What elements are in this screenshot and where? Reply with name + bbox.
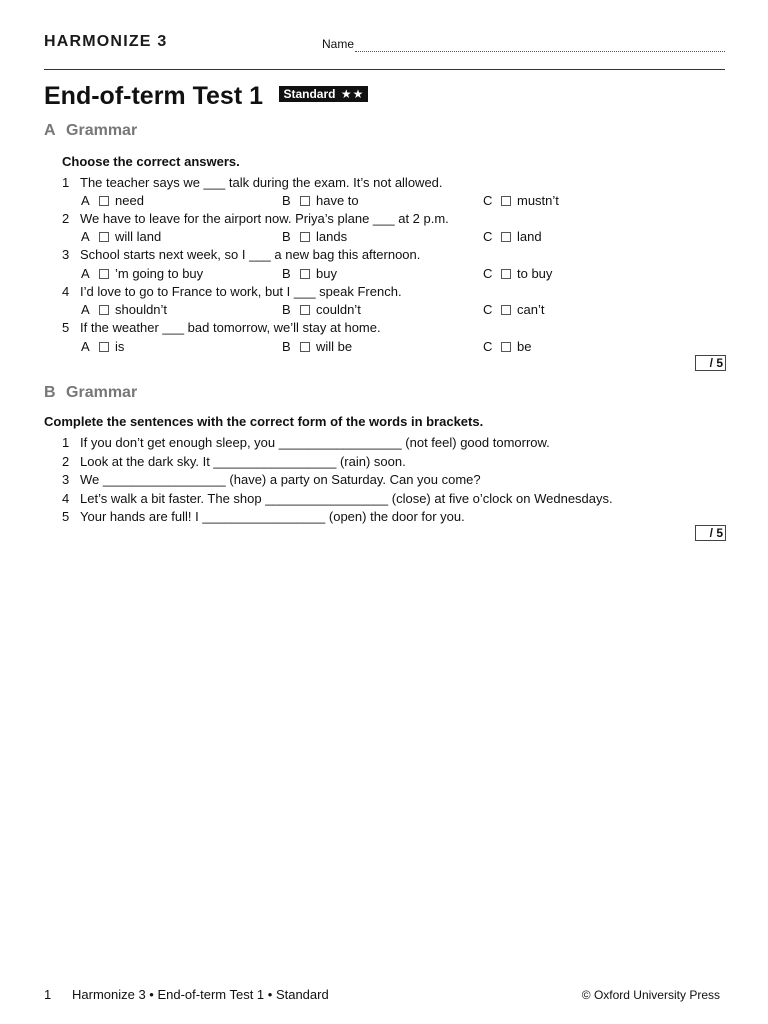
option-letter: A [81, 229, 90, 244]
option-a[interactable] [81, 266, 203, 281]
option-text: ’m going to buy [115, 266, 204, 281]
option-letter: C [483, 229, 493, 244]
option-letter: A [81, 193, 90, 208]
page-title: End-of-term Test 1 [44, 82, 263, 110]
option-c[interactable] [483, 302, 544, 317]
harmonize-logo: HARMONIZE 3 [44, 33, 168, 50]
option-letter: A [81, 266, 90, 281]
option-b[interactable] [282, 193, 359, 208]
option-text: shouldn’t [115, 302, 168, 317]
gap-fill-sentence[interactable]: Look at the dark sky. It _________________ (rain) soon. [80, 454, 406, 469]
option-c[interactable] [483, 339, 531, 354]
section-a-score-box[interactable]: / 5 [695, 355, 726, 371]
name-dotted-line [355, 51, 725, 52]
checkbox-icon[interactable] [300, 342, 310, 352]
question-number: 3 [62, 247, 70, 262]
option-letter: C [483, 193, 493, 208]
option-text: lands [316, 229, 348, 244]
option-letter: B [282, 266, 291, 281]
option-text: to buy [517, 266, 553, 281]
name-label: Name [322, 37, 355, 51]
level-badge [279, 86, 368, 102]
checkbox-icon[interactable] [501, 305, 511, 315]
option-letter: C [483, 339, 493, 354]
gap-fill-sentence[interactable]: Let’s walk a bit faster. The shop _________________ (close) at five o’clock on Wednesdays. [80, 491, 613, 506]
question-number: 5 [62, 320, 70, 335]
checkbox-icon[interactable] [300, 196, 310, 206]
option-c[interactable] [483, 193, 559, 208]
gap-fill-sentence[interactable]: Your hands are full! I _________________ (open) the door for you. [80, 509, 465, 524]
option-b[interactable] [282, 302, 361, 317]
page-header [44, 33, 725, 70]
option-letter: A [81, 339, 90, 354]
question-number: 1 [62, 435, 70, 450]
question-number: 2 [62, 454, 70, 469]
gap-fill-sentence[interactable]: We _________________ (have) a party on Saturday. Can you come? [80, 472, 481, 487]
copyright: © Oxford University Press [581, 988, 720, 1002]
question-number: 4 [62, 491, 70, 506]
checkbox-icon[interactable] [300, 269, 310, 279]
checkbox-icon[interactable] [99, 342, 109, 352]
option-text: mustn’t [517, 193, 559, 208]
name-field[interactable] [322, 37, 725, 53]
question-text: If the weather ___ bad tomorrow, we’ll stay at home. [80, 320, 381, 335]
question-number: 4 [62, 284, 70, 299]
option-text: need [115, 193, 144, 208]
option-letter: B [282, 339, 291, 354]
checkbox-icon[interactable] [99, 232, 109, 242]
option-letter: C [483, 266, 493, 281]
option-text: will land [115, 229, 162, 244]
option-b[interactable] [282, 229, 347, 244]
section-a-instruction: Choose the correct answers. [62, 154, 240, 169]
option-c[interactable] [483, 266, 552, 281]
option-b[interactable] [282, 339, 352, 354]
question-number: 3 [62, 472, 70, 487]
gap-fill-sentence[interactable]: If you don’t get enough sleep, you _________________ (not feel) good tomorrow. [80, 435, 550, 450]
checkbox-icon[interactable] [501, 232, 511, 242]
option-a[interactable] [81, 229, 161, 244]
checkbox-icon[interactable] [501, 269, 511, 279]
option-letter: B [282, 302, 291, 317]
section-title: Grammar [66, 384, 138, 401]
option-a[interactable] [81, 193, 144, 208]
question-number: 1 [62, 175, 70, 190]
option-c[interactable] [483, 229, 542, 244]
star-icon: ★★ [340, 86, 365, 101]
option-a[interactable] [81, 339, 124, 354]
section-b-heading [44, 384, 137, 402]
section-a-heading [44, 122, 137, 140]
section-b-score-box[interactable]: / 5 [695, 525, 726, 541]
option-letter: B [282, 229, 291, 244]
checkbox-icon[interactable] [99, 269, 109, 279]
question-text: School starts next week, so I ___ a new bag this afternoon. [80, 247, 421, 262]
option-text: is [115, 339, 125, 354]
question-number: 5 [62, 509, 70, 524]
option-text: will be [316, 339, 353, 354]
section-b-instruction: Complete the sentences with the correct form of the words in brackets. [44, 414, 484, 429]
checkbox-icon[interactable] [300, 305, 310, 315]
option-b[interactable] [282, 266, 337, 281]
option-letter: C [483, 302, 493, 317]
page-footer [44, 987, 329, 1002]
section-letter: A [44, 122, 56, 139]
option-letter: B [282, 193, 291, 208]
checkbox-icon[interactable] [99, 196, 109, 206]
footer-title: Harmonize 3 • End-of-term Test 1 • Standard [72, 987, 329, 1002]
badge-label: Standard [283, 86, 336, 101]
option-letter: A [81, 302, 90, 317]
checkbox-icon[interactable] [99, 305, 109, 315]
question-text: We have to leave for the airport now. Priya’s plane ___ at 2 p.m. [80, 211, 449, 226]
question-number: 2 [62, 211, 70, 226]
checkbox-icon[interactable] [300, 232, 310, 242]
section-letter: B [44, 384, 56, 401]
option-a[interactable] [81, 302, 167, 317]
title-row [44, 82, 368, 112]
option-text: be [517, 339, 532, 354]
option-text: can’t [517, 302, 545, 317]
option-text: couldn’t [316, 302, 361, 317]
checkbox-icon[interactable] [501, 342, 511, 352]
option-text: have to [316, 193, 359, 208]
section-title: Grammar [66, 122, 138, 139]
page-number: 1 [44, 987, 52, 1002]
question-text: The teacher says we ___ talk during the exam. It’s not allowed. [80, 175, 443, 190]
question-text: I’d love to go to France to work, but I ___ speak French. [80, 284, 402, 299]
option-text: buy [316, 266, 337, 281]
checkbox-icon[interactable] [501, 196, 511, 206]
option-text: land [517, 229, 542, 244]
